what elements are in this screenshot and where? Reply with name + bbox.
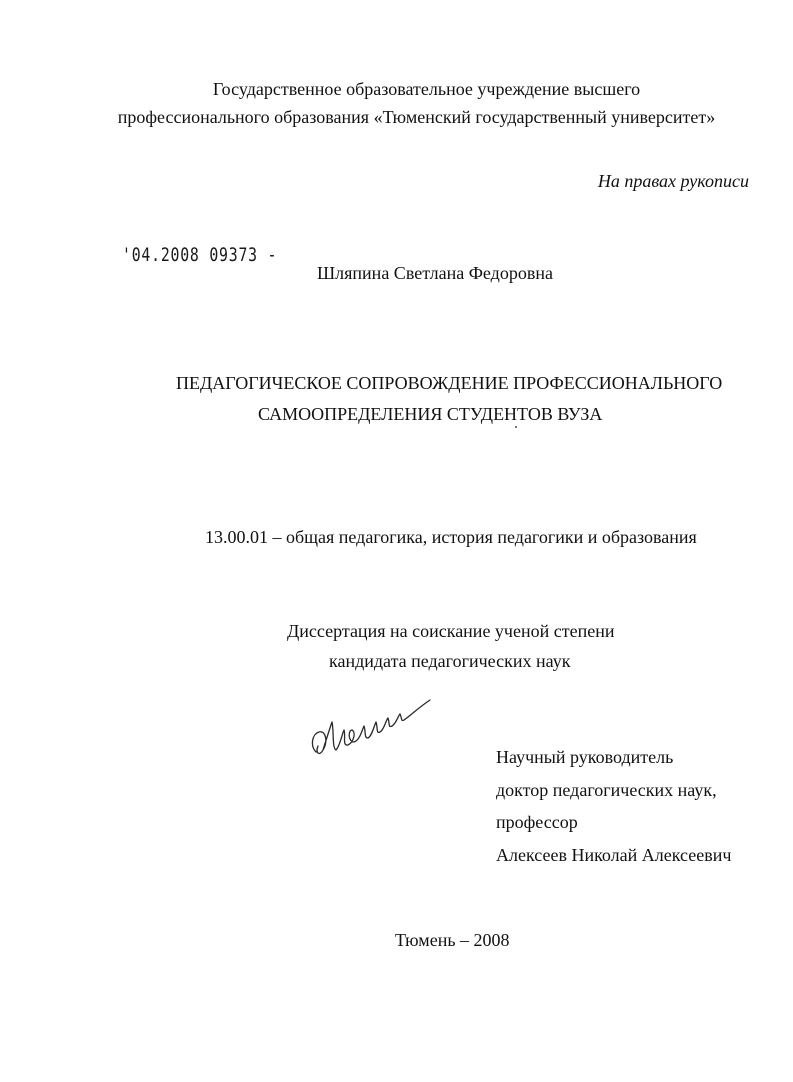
stamp-suffix-mark: - (257, 244, 278, 266)
institution-line-2: профессионального образования «Тюменский государственный университет» (117, 107, 716, 127)
dissertation-title-line-2: САМООПРЕДЕЛЕНИЯ СТУДЕНТОВ ВУЗА (258, 404, 603, 424)
dissertation-title-line-1: ПЕДАГОГИЧЕСКОЕ СОПРОВОЖДЕНИЕ ПРОФЕССИОНАЛЬНОГО (176, 373, 723, 393)
institution-line-1: Государственное образовательное учреждение высшего (212, 79, 641, 99)
advisor-degree: доктор педагогических наук, (496, 779, 717, 800)
specialty-code: 13.00.01 – общая педагогика, история педагогики и образования (205, 527, 697, 547)
stamp-prefix-mark: ' (122, 244, 132, 266)
author-name: Шляпина Светлана Федоровна (317, 263, 553, 283)
advisor-title: профессор (496, 812, 578, 832)
degree-line-1: Диссертация на соискание ученой степени (287, 621, 615, 641)
degree-line-2: кандидата педагогических наук (329, 651, 571, 671)
advisor-role: Научный руководитель (496, 747, 674, 767)
manuscript-rights-note: На правах рукописи (597, 171, 749, 191)
stamp-number-text: 04.2008 09373 (131, 244, 258, 266)
handwritten-signature (306, 690, 436, 770)
scan-speck (515, 426, 517, 428)
scientific-advisor-block (496, 741, 731, 871)
city-year: Тюмень – 2008 (395, 930, 510, 950)
archive-stamp-number (122, 244, 277, 266)
advisor-name: Алексеев Николай Алексеевич (496, 844, 732, 865)
